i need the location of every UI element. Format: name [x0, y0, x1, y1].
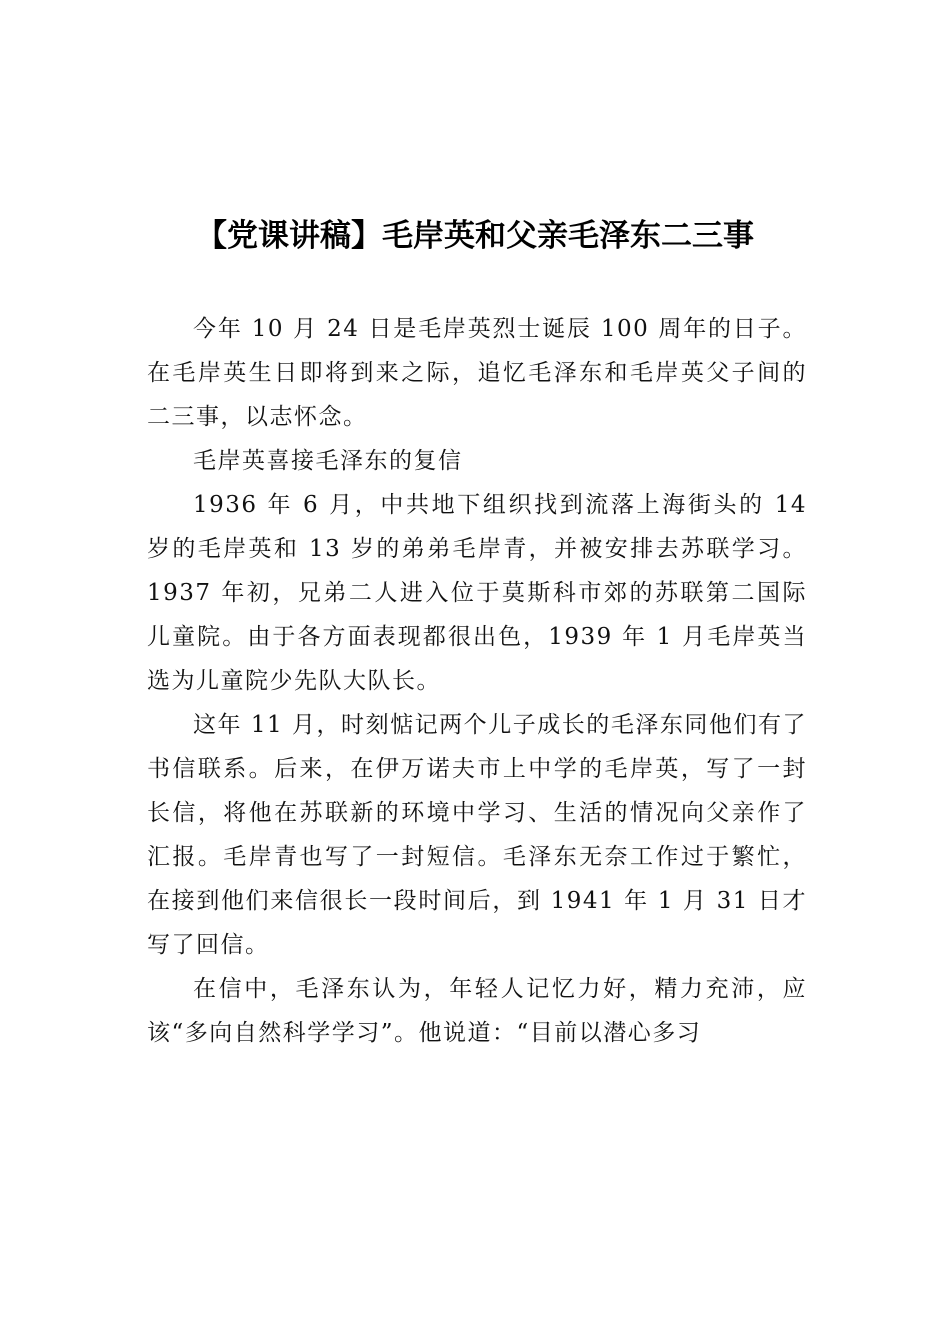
paragraph-1936: 1936 年 6 月，中共地下组织找到流落上海街头的 14 岁的毛岸英和 13 岁的弟弟毛岸青，并被安排去苏联学习。1937 年初，兄弟二人进入位于莫斯科市郊的苏联第二国际儿童院。由于各方面表现都很出色，1939 年 1 月毛岸英当选为儿童院少先队大队长。 [147, 492, 807, 694]
paragraph-letters: 这年 11 月，时刻惦记两个儿子成长的毛泽东同他们有了书信联系。后来，在伊万诺夫市上中学的毛岸英，写了一封长信，将他在苏联新的环境中学习、生活的情况向父亲作了汇报。毛岸青也写了一封短信。毛泽东无奈工作过于繁忙，在接到他们来信很长一段时间后，到 1941 年 1 月 31 日才写了回信。 [147, 712, 807, 958]
paragraph-letter-content: 在信中，毛泽东认为，年轻人记忆力好，精力充沛，应该“多向自然科学学习”。他说道：“目前以潜心多习 [147, 976, 807, 1046]
document-body [147, 307, 807, 1055]
section-heading: 毛岸英喜接毛泽东的复信 [193, 448, 463, 474]
paragraph-intro: 今年 10 月 24 日是毛岸英烈士诞辰 100 周年的日子。在毛岸英生日即将到来之际，追忆毛泽东和毛岸英父子间的二三事，以志怀念。 [147, 316, 807, 430]
document-title: 【党课讲稿】毛岸英和父亲毛泽东二三事 [196, 218, 754, 254]
